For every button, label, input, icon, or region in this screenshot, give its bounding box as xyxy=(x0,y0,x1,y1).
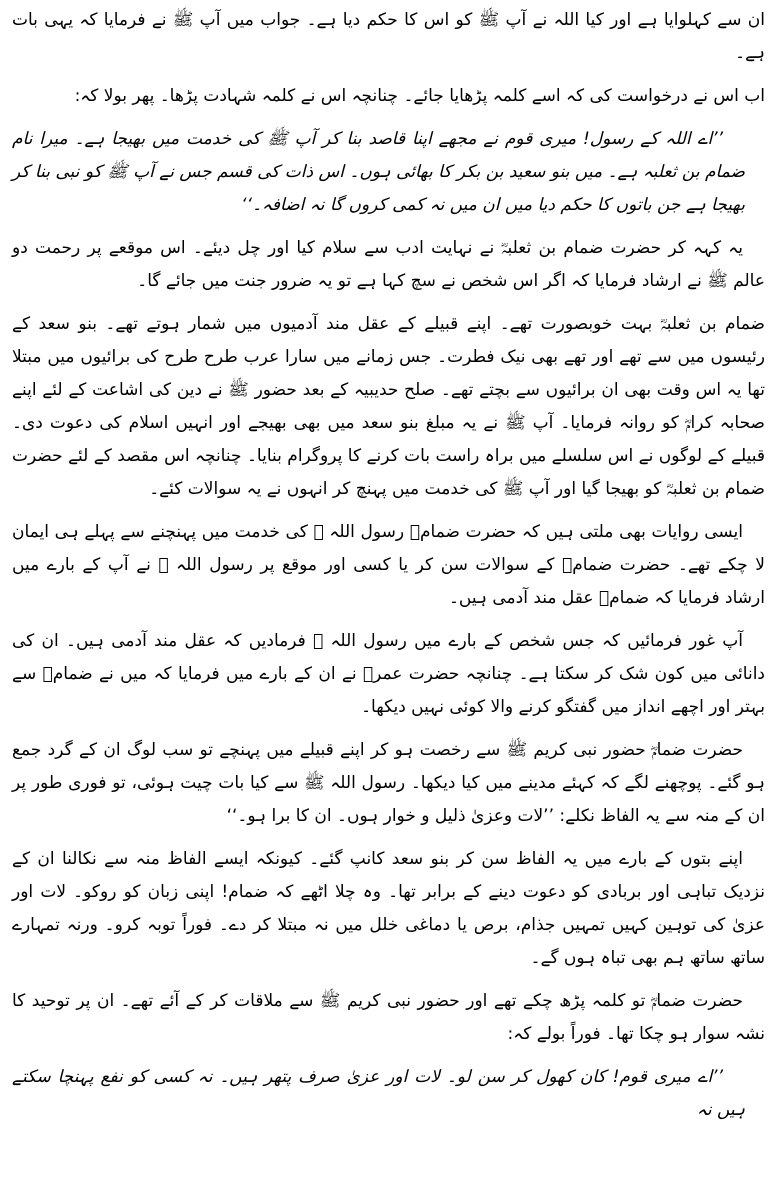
paragraph-8: حضرت ضمامؓ حضور نبی کریم ﷺ سے رخصت ہو کر اپنے قبیلے میں پہنچے تو سب لوگ ان کے گرد جمع ہو گئے۔ پوچھنے لگے کہ کہئے مدینے میں کیا دیکھا۔ رسول اللہ ﷺ سے کیا بات چیت ہوئی، تو فوری طور پر ان کے منہ سے یہ الفاظ نکلے: ’’لات وعزیٰ ذلیل و خوار ہوں۔ ان کا برا ہو۔‘‘ xyxy=(12,740,765,826)
paragraph-4: یہ کہہ کر حضرت ضمام بن ثعلبہؓ نے نہایت ادب سے سلام کیا اور چل دیئے۔ اس موقعے پر رحمت دو عالم ﷺ نے ارشاد فرمایا کہ اگر اس شخص نے سچ کہا ہے تو یہ ضرور جنت میں جائے گا۔ xyxy=(12,238,765,291)
paragraph-5: ضمام بن ثعلبہؓ بہت خوبصورت تھے۔ اپنے قبیلے کے عقل مند آدمیوں میں شمار ہوتے تھے۔ بنو سعد کے رئیسوں میں سے تھے اور تھے بھی نیک فطرت۔ جس زمانے میں سارا عرب طرح طرح کی برائیوں میں مبتلا تھا یہ اس وقت بھی ان برائیوں سے بچتے تھے۔ صلح حدیبیہ کے بعد حضور ﷺ نے دین کی اشاعت کے لئے اپنے صحابہ کرامؓ کو روانہ فرمایا۔ آپ ﷺ نے یہ مبلغ بنو سعد میں بھی بھیجے اور انہیں اسلام کی دعوت دی۔ قبیلے کے لوگوں نے اس سلسلے میں براہ راست بات کرنے کا پروگرام بنایا۔ چنانچہ اس مقصد کے لئے حضرت ضمام بن ثعلبہؓ کو بھیجا گیا اور آپ ﷺ کی خدمت میں پہنچ کر انہوں نے یہ سوالات کئے۔ xyxy=(12,314,765,499)
paragraph-3-quote: ’’اے اللہ کے رسول! میری قوم نے مجھے اپنا قاصد بنا کر آپ ﷺ کی خدمت میں بھیجا ہے۔ میرا نام ضمام بن ثعلبہ ہے۔ میں بنو سعید بن بکر کا بھائی ہوں۔ اس ذات کی قسم جس نے آپ ﷺ کو نبی بنا کر بھیجا ہے جن باتوں کا حکم دیا میں ان میں نہ کمی کروں گا نہ اضافہ۔‘‘ xyxy=(12,129,745,215)
paragraph-2: اب اس نے درخواست کی کہ اسے کلمہ پڑھایا جائے۔ چنانچہ اس نے کلمہ شہادت پڑھا۔ پھر بولا کہ: xyxy=(74,86,765,106)
paragraph-11-quote: ’’اے میری قوم! کان کھول کر سن لو۔ لات اور عزیٰ صرف پتھر ہیں۔ نہ کسی کو نفع پہنچا سکتے ہیں نہ xyxy=(12,1067,745,1120)
paragraph-10: حضرت ضمامؓ تو کلمہ پڑھ چکے تھے اور حضور نبی کریم ﷺ سے ملاقات کر کے آئے تھے۔ ان پر توحید کا نشہ سوار ہو چکا تھا۔ فوراً بولے کہ: xyxy=(12,991,765,1044)
paragraph-1: ان سے کہلوایا ہے اور کیا اللہ نے آپ ﷺ کو اس کا حکم دیا ہے۔ جواب میں آپ ﷺ نے فرمایا کہ یہی بات ہے۔ xyxy=(12,10,765,63)
paragraph-9: اپنے بتوں کے بارے میں یہ الفاظ سن کر بنو سعد کانپ گئے۔ کیونکہ ایسے الفاظ منہ سے نکالنا ان کے نزدیک تباہی اور بربادی کو دعوت دینے کے برابر تھا۔ وہ چلا اٹھے کہ ضمام! اپنی زبان کو روکو۔ لات اور عزیٰ کی توہین کہیں تمہیں جذام، برص یا دماغی خلل میں نہ مبتلا کر دے۔ فوراً توبہ کرو۔ ورنہ تمہارے ساتھ ساتھ ہم بھی تباہ ہوں گے۔ xyxy=(12,849,765,968)
paragraph-7: آپ غور فرمائیں کہ جس شخص کے بارے میں رسول اللہ ﷺ فرمادیں کہ عقل مند آدمی ہیں۔ ان کی دانائی میں کون شک کر سکتا ہے۔ چنانچہ حضرت عمرؓ نے ان کے بارے میں فرمایا کہ میں نے ضمامؓ سے بہتر اور اچھے انداز میں گفتگو کرنے والا کوئی نہیں دیکھا۔ xyxy=(12,631,765,717)
paragraph-6: ایسی روایات بھی ملتی ہیں کہ حضرت ضمامؓ رسول اللہ ﷺ کی خدمت میں پہنچنے سے پہلے ہی ایمان لا چکے تھے۔ حضرت ضمامؓ کے سوالات سن کر یا کسی اور موقع پر رسول اللہ ﷺ نے آپ کے بارے میں ارشاد فرمایا کہ ضمامؓ عقل مند آدمی ہیں۔ xyxy=(12,522,765,608)
